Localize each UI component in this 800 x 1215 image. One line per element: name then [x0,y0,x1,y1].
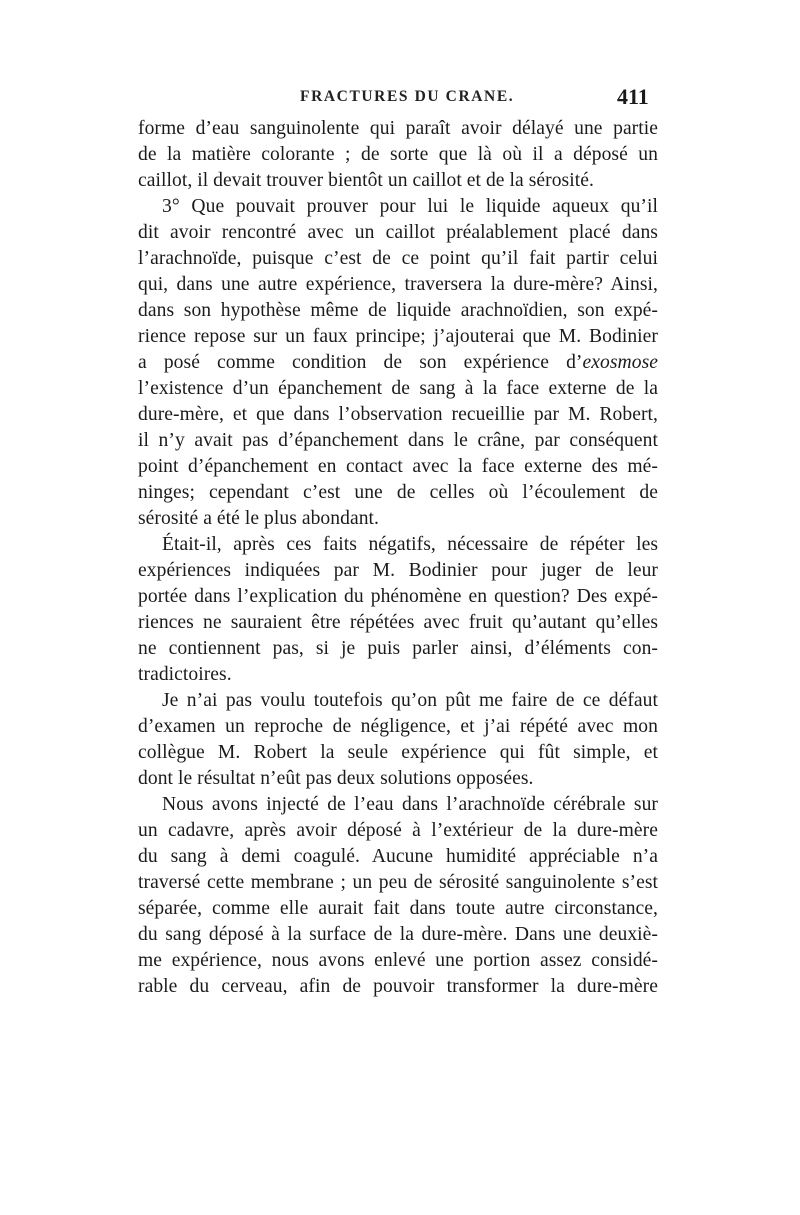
text-line: séparée, comme elle aurait fait dans toute autre circonstance, [138,898,658,919]
text-line: il n’y avait pas d’épanchement dans le crâne, par conséquent [138,430,658,451]
text-line: d’examen un reproche de négligence, et j’ai répété avec mon [138,716,658,737]
text-line: caillot, il devait trouver bientôt un caillot et de la sérosité. [138,170,594,191]
text-line: forme d’eau sanguinolente qui paraît avoir délayé une partie [138,118,658,139]
text-line: qui, dans une autre expérience, traversera la dure-mère? Ainsi, [138,274,658,295]
text-line: portée dans l’explication du phénomène en question? Des expé- [138,586,658,607]
text-line [138,350,658,376]
text-line: dit avoir rencontré avec un caillot préalablement placé dans [138,222,658,243]
running-title: FRACTURES DU CRANE. [300,88,515,105]
text-line: collègue M. Robert la seule expérience qui fût simple, et [138,742,658,763]
text-line: l’existence d’un épanchement de sang à la face externe de la [138,378,658,399]
text-line: du sang déposé à la surface de la dure-mère. Dans une deuxiè- [138,924,658,945]
text-line: riences ne sauraient être répétées avec fruit qu’autant qu’elles [138,612,658,633]
body-text [138,116,658,1000]
text-line: un cadavre, après avoir déposé à l’extérieur de la dure-mère [138,820,658,841]
text-line: point d’épanchement en contact avec la face externe des mé- [138,456,658,477]
text-line: me expérience, nous avons enlevé une portion assez considé- [138,950,658,971]
text-line: ne contiennent pas, si je puis parler ainsi, d’éléments con- [138,638,658,659]
page-number: 411 [617,84,649,109]
text-line: l’arachnoïde, puisque c’est de ce point qu’il fait partir celui [138,248,658,269]
text-line: sérosité a été le plus abondant. [138,508,380,529]
text-line: Était-il, après ces faits négatifs, nécessaire de répéter les [162,534,658,555]
text-line: dans son hypothèse même de liquide arachnoïdien, son expé- [138,300,658,321]
text-line: Je n’ai pas voulu toutefois qu’on pût me faire de ce défaut [162,690,658,711]
text-line: de la matière colorante ; de sorte que là où il a déposé un [138,144,658,165]
text-line: expériences indiquées par M. Bodinier pour juger de leur [138,560,658,581]
text-line: dont le résultat n’eût pas deux solutions opposées. [138,768,534,789]
text-fragment: a posé comme condition de son expérience d’ [138,352,583,373]
text-line: ninges; cependant c’est une de celles où l’écoulement de [138,482,658,503]
text-line: tradictoires. [138,664,232,685]
text-line: 3° Que pouvait prouver pour lui le liquide aqueux qu’il [162,196,658,217]
text-line: traversé cette membrane ; un peu de sérosité sanguinolente s’est [138,872,658,893]
text-line: rable du cerveau, afin de pouvoir transformer la dure-mère [138,976,658,997]
text-line: dure-mère, et que dans l’observation recueillie par M. Robert, [138,404,658,425]
text-line: du sang à demi coagulé. Aucune humidité appréciable n’a [138,846,658,867]
text-line: rience repose sur un faux principe; j’ajouterai que M. Bodinier [138,326,658,347]
text-line: Nous avons injecté de l’eau dans l’arachnoïde cérébrale sur [162,794,658,815]
italic-term: exosmose [582,352,658,373]
